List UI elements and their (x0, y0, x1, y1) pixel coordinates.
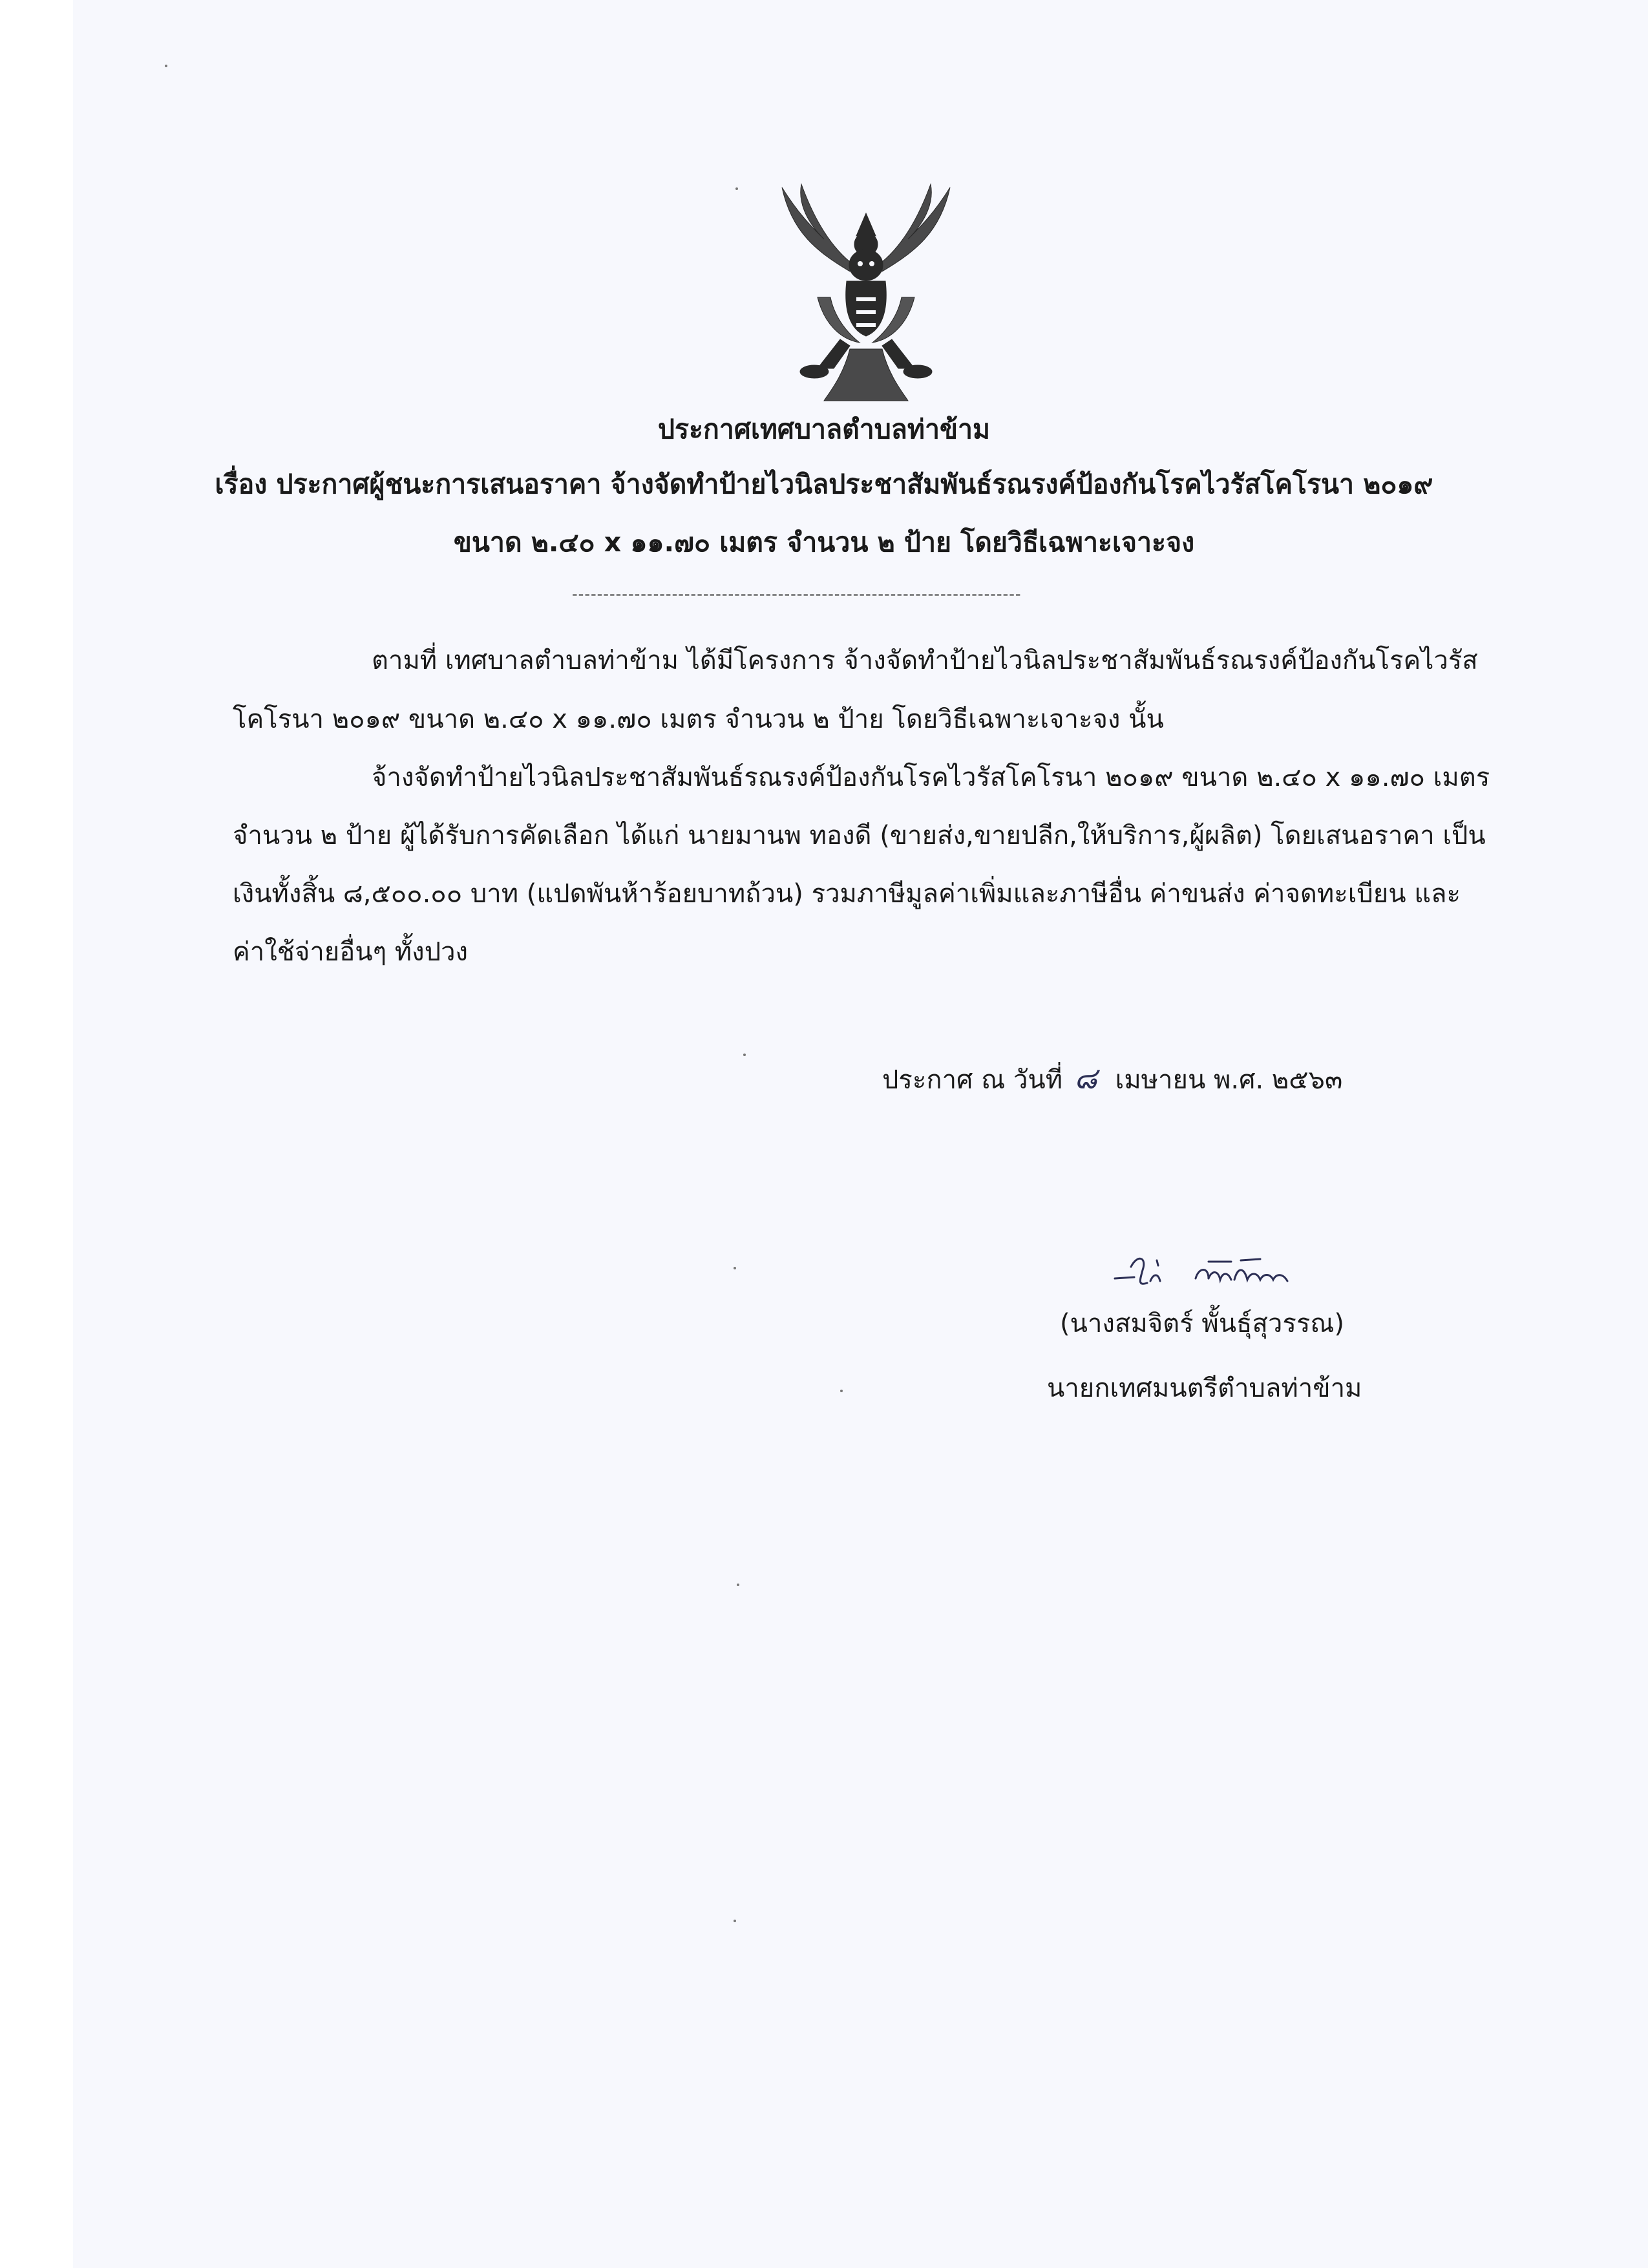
document-subject: เรื่อง ประกาศผู้ชนะการเสนอราคา จ้างจัดทำป้ายไวนิลประชาสัมพันธ์รณรงค์ป้องกันโรคไวรัสโคโรนา ๒๐๑๙ (215, 469, 1433, 500)
scan-speck (735, 187, 738, 190)
garuda-emblem-icon (779, 175, 953, 404)
document-subject-size: ขนาด ๒.๔๐ x ๑๑.๗๐ เมตร จำนวน ๒ ป้าย โดยวิธีเฉพาะเจาะจง (453, 527, 1195, 558)
scan-speck (840, 1390, 843, 1392)
announcement-prefix: ประกาศ ณ วันที่ (882, 1065, 1063, 1095)
scan-speck (737, 1584, 739, 1586)
paragraph1-line2: โคโรนา ๒๐๑๙ ขนาด ๒.๔๐ x ๑๑.๗๐ เมตร จำนวน ๒ ป้าย โดยวิธีเฉพาะเจาะจง นั้น (233, 705, 1164, 734)
paragraph2-line4: ค่าใช้จ่ายอื่นๆ ทั้งปวง (233, 937, 469, 967)
signature-icon (1112, 1247, 1331, 1299)
paragraph2-line2: จำนวน ๒ ป้าย ผู้ได้รับการคัดเลือก ได้แก่ นายมานพ ทองดี (ขายส่ง,ขายปลีก,ให้บริการ,ผู้ผลิต) โดยเสนอราคา เป็น (233, 821, 1486, 851)
signatory-name: (นางสมจิตร์ พั้นธุ์สุวรรณ) (1060, 1309, 1345, 1339)
announcement-date (882, 1055, 1342, 1102)
paragraph2-line1: จ้างจัดทำป้ายไวนิลประชาสัมพันธ์รณรงค์ป้องกันโรคไวรัสโคโรนา ๒๐๑๙ ขนาด ๒.๔๐ x ๑๑.๗๐ เมตร (372, 763, 1490, 792)
announcement-day: ๘ (1074, 1061, 1097, 1096)
announcement-month-year: เมษายน พ.ศ. ๒๕๖๓ (1115, 1065, 1343, 1095)
scan-speck (734, 1920, 736, 1922)
scan-speck (743, 1054, 746, 1056)
document-title: ประกาศเทศบาลตำบลท่าข้าม (657, 414, 991, 445)
divider-line: ------------------------------------------------------------------------ (572, 585, 1022, 603)
paragraph1-line1: ตามที่ เทศบาลตำบลท่าข้าม ได้มีโครงการ จ้างจัดทำป้ายไวนิลประชาสัมพันธ์รณรงค์ป้องกันโรคไวรัส (372, 646, 1478, 675)
scan-speck (734, 1267, 736, 1269)
scan-speck (165, 65, 167, 67)
scan-margin (0, 0, 73, 2268)
paragraph2-line3: เงินทั้งสิ้น ๘,๕๐๐.๐๐ บาท (แปดพันห้าร้อยบาทถ้วน) รวมภาษีมูลค่าเพิ่มและภาษีอื่น ค่าขนส่ง ค่าจดทะเบียน และ (233, 879, 1461, 909)
signatory-position: นายกเทศมนตรีตำบลท่าข้าม (1047, 1373, 1362, 1403)
